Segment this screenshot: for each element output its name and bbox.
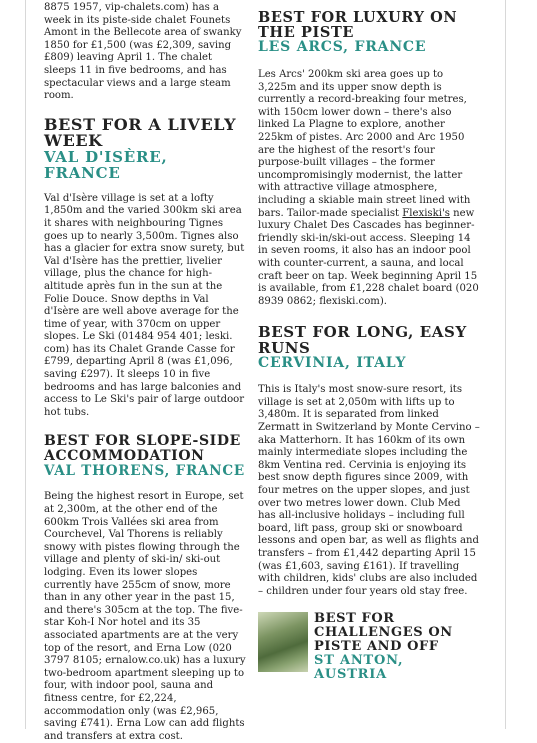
section-title: BEST FOR CHALLENGES ON PISTE AND OFF [314, 611, 453, 655]
section-cervinia [258, 324, 480, 598]
section-location: ST ANTON, AUSTRIA [314, 653, 404, 683]
section-body: Being the highest resort in Europe, set at 2,300m, at the other end of the 600km Trois Vallées ski area from Courchevel, Val Thorens is reliably snowy with pistes flowing through the village and plenty of ski-in/ ski-out lodging. Even its lower slopes currently have 255cm of snow, more than in any other year in the past 15, and there's 305cm at the top. The five-star Koh-I Nor hotel and its 35 associated apartments are at the very top of the resort, and Erna Low (020 3797 8105; ernalow.co.uk) has a luxury two-bedroom apartment sleeping up to four, with indoor pool, sauna and fitness centre, for £2,224, accommodation only (was £2,965, saving £741). Erna Low can add flights and transfers at extra cost. [44, 491, 246, 742]
section-location: VAL D'ISÈRE, FRANCE [44, 147, 168, 182]
right-column [258, 0, 480, 729]
section-body: This is Italy's most snow-sure resort, its village is set at 2,050m with lifts up to 3,480m. It is separated from linked Zermatt in Switzerland by Monte Cervino – aka Matterhorn. It has 160km of its own mainly intermediate slopes including the 8km Ventina red. Cervinia is enjoying its best snow depth figures since 2009, with four metres on the upper slopes, and just over two metres lower down. Club Med has all-inclusive holidays – including full board, lift pass, group ski or snowboard lessons and open bar, as well as flights and transfers – from £1,442 departing April 15 (was £1,603, saving £161). If travelling with children, kids' clubs are also included – children under four years old stay free. [258, 384, 480, 597]
section-body [258, 69, 480, 308]
intro-paragraph: 8875 1957, vip-chalets.com) has a week in its piste-side chalet Founets Amont in the Bellecote area of swanky 1850 for £1,500 (was £2,309, saving £809) leaving April 1. The chalet sleeps 11 in five bedrooms, and has spectacular views and a large steam room. [44, 2, 242, 102]
left-column [44, 0, 246, 742]
section-val-disere [44, 114, 246, 420]
section-st-anton [258, 612, 480, 692]
section-title: BEST FOR LUXURY ON THE PISTE [258, 9, 458, 41]
text-after: new luxury Chalet Des Cascades has beginner-friendly ski-in/ski-out access. Sleeping 14 in seven rooms, it also has an indoor pool with counter-current, a sauna, and local craft beer on tap. Week beginning April 15 is available, from £1,228 chalet board (020 8939 0862; flexiski.com). [258, 207, 479, 307]
section-location: VAL THORENS, FRANCE [44, 463, 246, 480]
section-val-thorens [44, 434, 246, 743]
left-page-edge [25, 0, 26, 729]
right-page-edge [505, 0, 506, 729]
mountain-photo [258, 612, 308, 672]
section-title: BEST FOR LONG, EASY RUNS [258, 323, 467, 358]
section-les-arcs [258, 10, 480, 308]
section-title: BEST FOR SLOPE-SIDE ACCOMMODATION [44, 433, 241, 465]
flexiski-link[interactable]: Flexiski's [402, 207, 450, 219]
section-body: Val d'Isère village is set at a lofty 1,850m and the varied 300km ski area it shares with neighbouring Tignes goes up to nearly 3,500m. Tignes also has a glacier for extra snow surety, but Val d'Isère has the prettier, livelier village, plus the chance for high-altitude après fun in the sun at the Folie Douce. Snow depths in Val d'Isère are well above average for the time of year, with 370cm on upper slopes. Le Ski (01484 954 401; leski. com) has its Chalet Grande Casse for £799, departing April 8 (was £1,096, saving £297). It sleeps 10 in five bedrooms and has large balconies and access to Le Ski's pair of large outdoor hot tubs. [44, 192, 245, 418]
section-location: CERVINIA, ITALY [258, 355, 407, 372]
section-title: BEST FOR A LIVELY WEEK [44, 114, 237, 150]
text-before: Les Arcs' 200km ski area goes up to 3,225m and its upper snow depth is currently a record-breaking four metres, with 150cm lower down – there's also linked La Plagne to explore, another 225km of pistes. Arc 2000 and Arc 1950 are the highest of the resort's four purpose-built villages – the former uncompromisingly modernist, the latter with attractive village atmosphere, including a skiable main street lined with bars. Tailor-made specialist [258, 69, 471, 219]
section-location: LES ARCS, FRANCE [258, 39, 427, 55]
